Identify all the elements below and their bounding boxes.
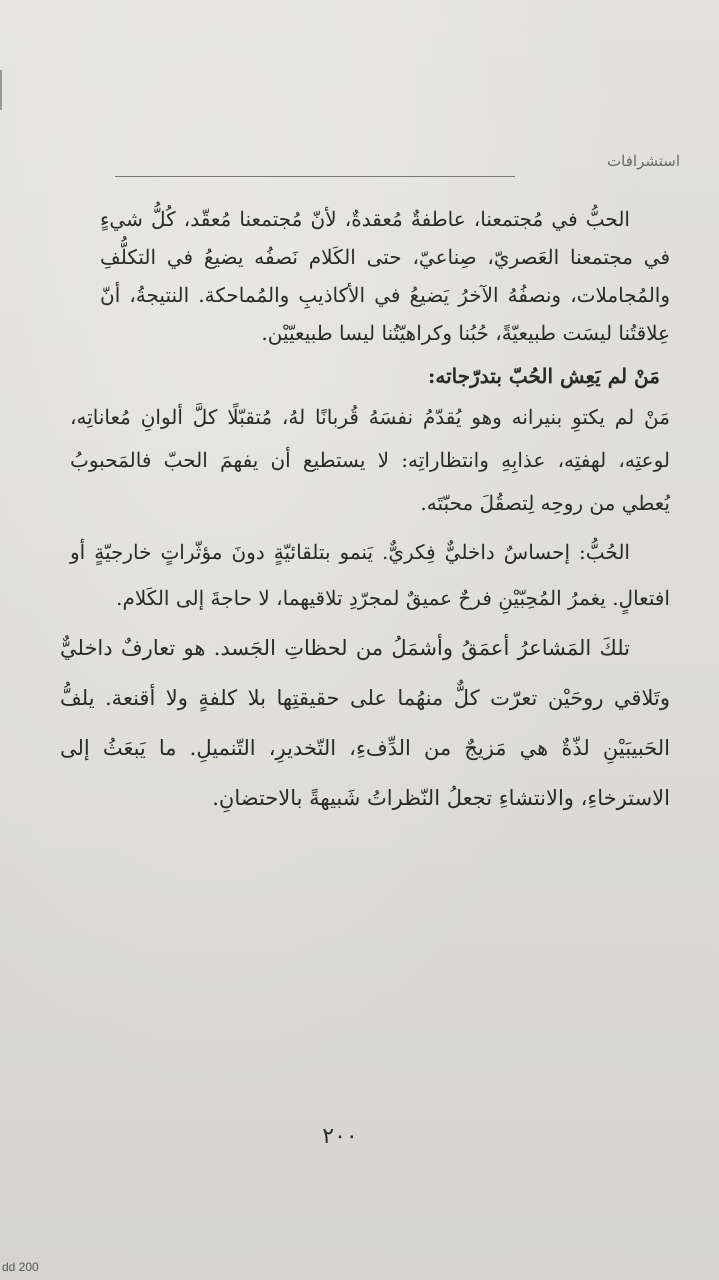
header-rule [115, 176, 515, 177]
print-file-code: dd 200 [2, 1260, 39, 1274]
page-body [60, 200, 670, 823]
running-header-title: استشرافات [607, 152, 680, 170]
paragraph-love-definition: الحُبُّ: إحساسٌ داخليٌّ فِكريٌّ. يَنمو بتلقائيّةٍ دونَ مؤثّراتٍ خارجيّةٍ أو افتعالٍ. يغمرُ المُحِبّيْنِ فرحٌ عميقٌ لمجرّدِ تلاقيهما، لا حاجةَ إلى الكَلام. [70, 540, 670, 610]
page-number: ٢٠٠ [322, 1124, 358, 1149]
paragraph-who-has-not-lived-love: مَنْ لم يكتوِ بنيرانه وهو يُقدّمُ نفسَهُ قُربانًا لهُ، مُتقبّلًا كلَّ ألوانِ مُعاناتِه، لوعتِه، لهفتِه، عذابِهِ وانتظاراتِه: لا يستطيع أن يفهمَ الحبّ فالمَحبوبُ يُعطي من روحِه لِتصقُلَ محبّتَه. [70, 405, 670, 515]
paragraph-love-in-society: الحبُّ في مُجتمعنا، عاطفةٌ مُعقدةٌ، لأنّ مُجتمعنا مُعقّد، كُلُّ شيءٍ في مجتمعنا العَصريّ، صِناعيّ، حتى الكَلام نَصفُه يضيعُ في التكلُّفِ والمُجاملات، ونصفُهُ الآخرُ يَضيعُ في الأكاذيبِ والمُماحكة. النتيجةُ، أنّ عِلاقتُنا ليسَت طبيعيّةً، حُبُنا وكراهيّتُنا ليسا طبيعيّيْن. [100, 207, 670, 345]
page-edge-shadow [0, 70, 2, 110]
paragraph-deeper-feelings: تلكَ المَشاعرُ أعمَقُ وأشمَلُ من لحظاتِ الجَسد. هو تعارفٌ داخليٌّ وتَلاقي روحَيْن تعرّت كلٌّ منهُما على حقيقتِها بلا كلفةٍ ولا أقنعة. يلفُّ الحَبيبَيْنِ لذّةٌ هي مَزيجٌ من الدِّفءِ، التّخديرِ، التّنميلِ. ما يَبعَثُ إلى الاسترخاءِ، والانتشاءِ تجعلُ النّظراتُ شَبيهةً بالاحتضانِ. [60, 636, 670, 810]
running-header [115, 150, 680, 182]
paragraph-heading: مَنْ لم يَعِش الحُبّ بتدرّجاته: [428, 364, 660, 388]
